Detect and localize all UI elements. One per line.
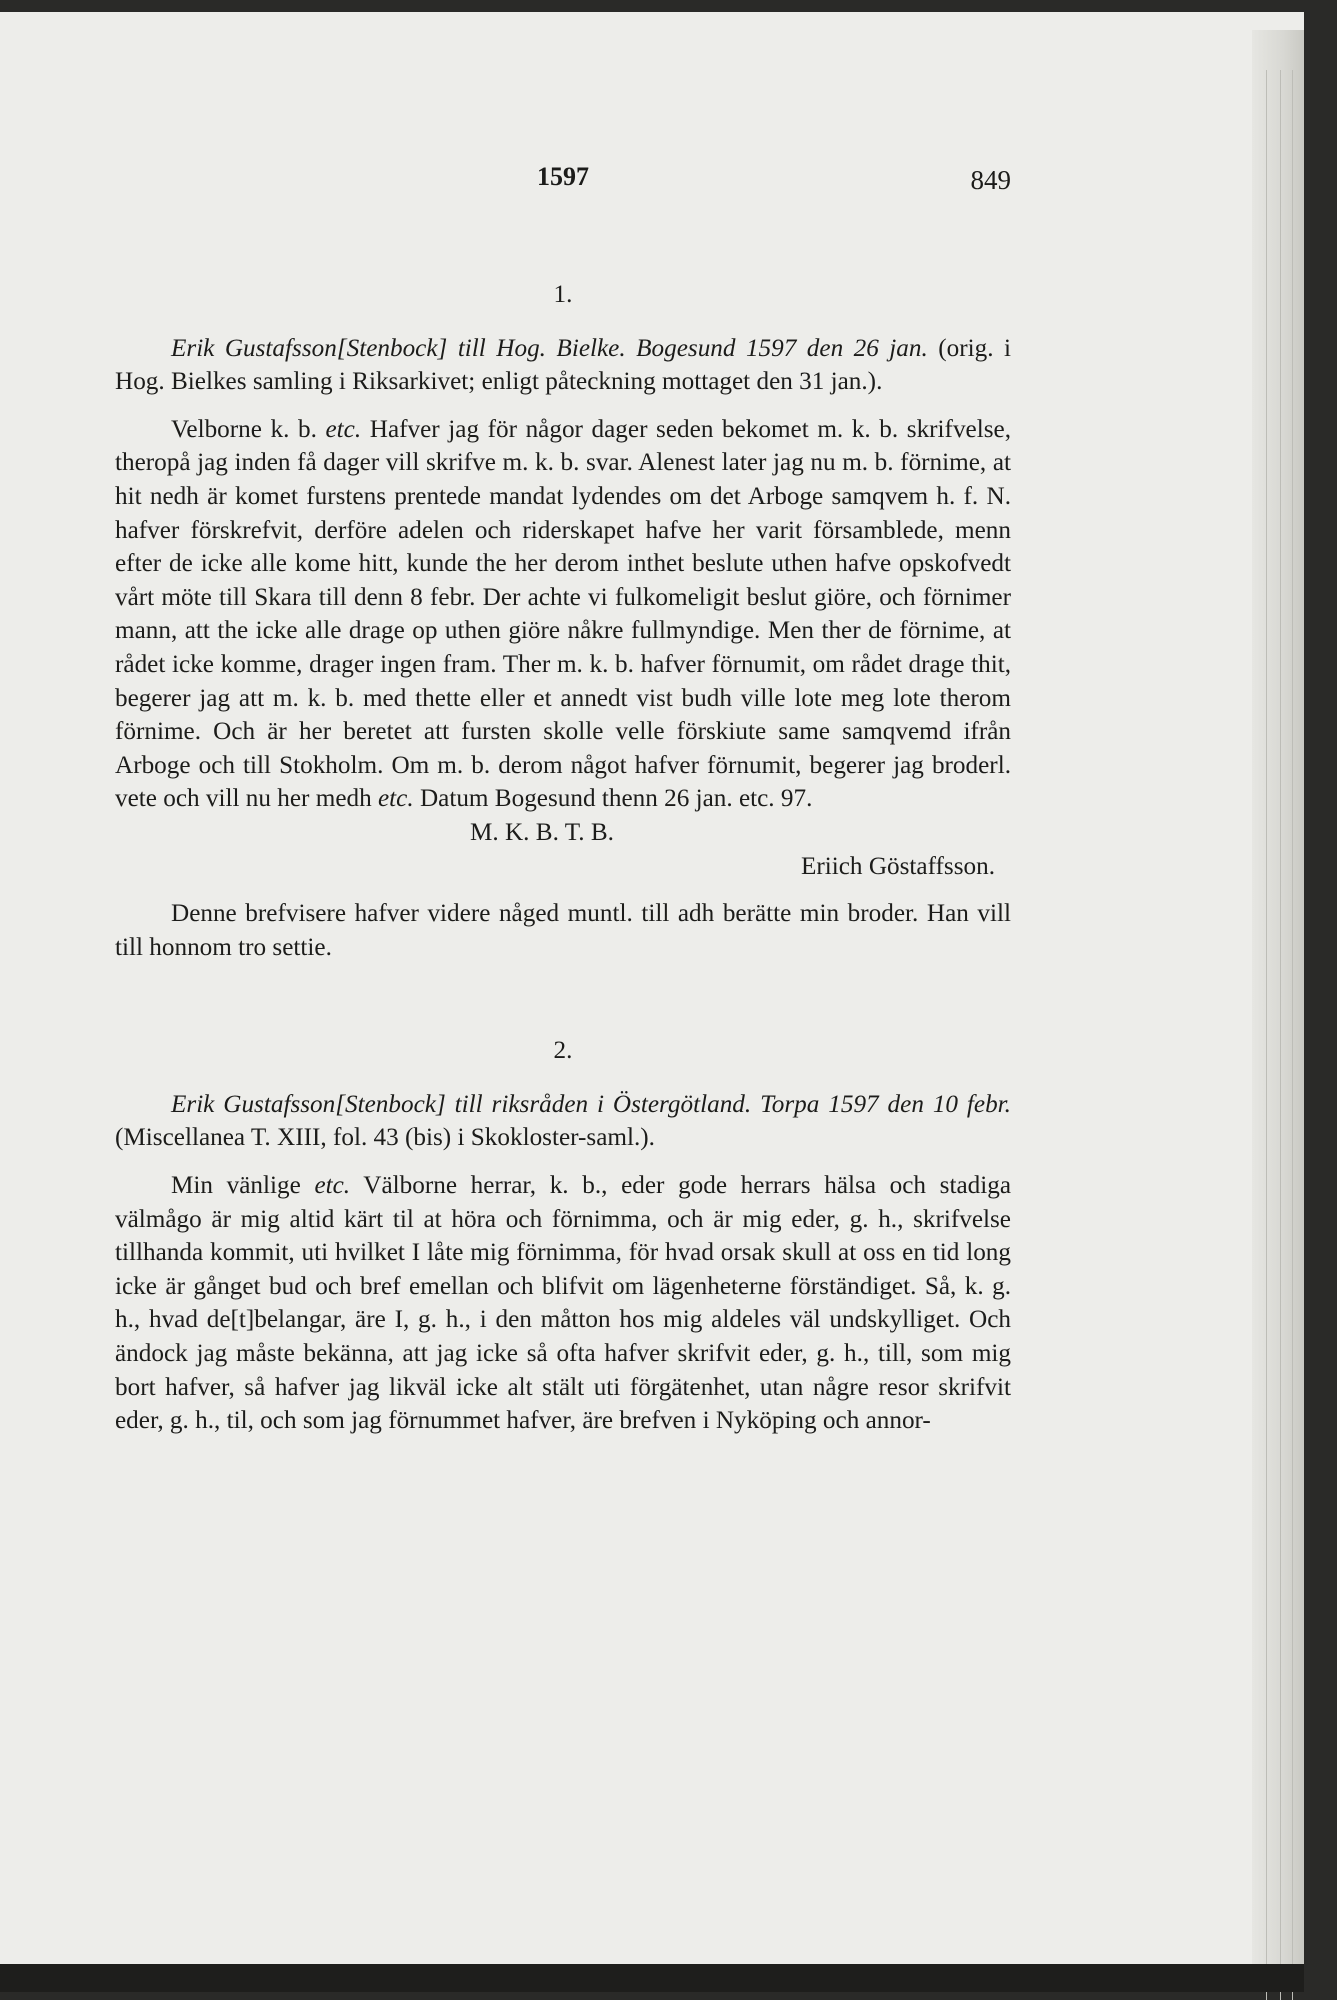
heading-sender: Erik Gustafsson[Stenbock]: [171, 334, 448, 362]
heading-source: (orig. i Hog. Bielkes samling i Riksarkivet; enligt påteckning mottaget den 31 jan.).: [115, 334, 1012, 396]
page-content: [115, 160, 1011, 1438]
salutation: Min vänlige: [171, 1172, 301, 1200]
salutation: Velborne k. b.: [171, 415, 317, 443]
running-header: [115, 160, 1011, 200]
page-edge: [1252, 30, 1304, 1980]
heading-sender: Erik Gustafsson[Stenbock]: [171, 1090, 446, 1118]
etc-abbrev: etc.: [325, 415, 362, 443]
etc-abbrev: etc.: [378, 785, 414, 813]
heading-place-date: Torpa 1597 den 10 febr.: [760, 1090, 1011, 1118]
heading-recipient: till Hog. Bielke.: [457, 334, 626, 362]
etc-abbrev: etc.: [314, 1172, 351, 1200]
letter-heading: [115, 1088, 1011, 1155]
header-year: 1597: [537, 162, 589, 191]
letter-body: [115, 413, 1011, 816]
letter-body: [115, 1169, 1011, 1438]
scan-border: [0, 1964, 1304, 1992]
body-text: Hafver jag för någor dager seden bekomet m. k. b. skrifvelse, theropå jag inden få dager vill skrifve m. k. b. svar. Alenest later jag nu m. b. förnime, at hit nedh är komet furstens prentede mandat lydendes om det Arboge samqvem h. f. N. hafver förskrefvit, derföre adelen och riderskapet hafve her varit församblede, menn efter de icke alle kome hitt, kunde the her derom inthet beslute uthen hafve opskofvedt vårt möte till Skara till denn 8 febr. Der achte vi fulkomeligit beslut giöre, och förnimer mann, att the icke alle drage op uthen giöre nåkre fullmyndige. Men ther de förnime, at rådet icke komme, drager ingen fram. Ther m. k. b. hafver förnumit, om rådet drage thit, begerer jag att m. k. b. med thette eller et annedt vist budh ville lote meg lote therom förnime. Och är her beretet att fursten skolle velle förskiute same samqvemd ifrån Arboge och till Stokholm. Om m. b. derom något hafver förnumit, begerer jag broderl. vete och vill nu her medh: [115, 415, 1011, 813]
letter-heading: [115, 332, 1011, 399]
heading-place-date: Bogesund 1597 den 26 jan.: [636, 334, 928, 362]
heading-source: (Miscellanea T. XIII, fol. 43 (bis) i Skokloster-saml.).: [115, 1124, 655, 1152]
heading-recipient: till riksråden i Östergötland.: [454, 1090, 752, 1118]
body-text: Välborne herrar, k. b., eder gode herrars hälsa och stadiga välmågo är mig altid kärt til at höra och förnimma, och är mig eder, g. h., skrifvelse tillhanda kommit, uti hvilket I låte mig förnimma, för hvad orsak skull at oss en tid long icke är gånget bud och bref emellan och blifvit om lägenheterne förständiget. Så, k. g. h., hvad de[t]belangar, äre I, g. h., i den måtton hos mig aldeles väl undskylliget. Och ändock jag måste bekänna, att jag icke så ofta hafver skrifvit eder, g. h., till, som mig bort hafver, så hafver jag likväl icke alt stält uti förgätenhet, utan någre resor skrifvit eder, g. h., til, och som jag förnummet hafver, äre brefven i Nyköping och annor-: [115, 1172, 1012, 1435]
closing-formula: M. K. B. T. B.: [470, 818, 614, 846]
letter-number: 2.: [553, 1037, 573, 1065]
page-number: 849: [970, 165, 1011, 195]
dating-line: Datum Bogesund thenn 26 jan. etc. 97.: [419, 785, 813, 813]
letter-number: 1.: [553, 281, 573, 308]
signature: Eriich Göstaffsson.: [800, 852, 995, 880]
postscript: Denne brefvisere hafver videre någed muntl. till adh berätte min broder. Han vill till honnom tro settie.: [115, 900, 1011, 961]
